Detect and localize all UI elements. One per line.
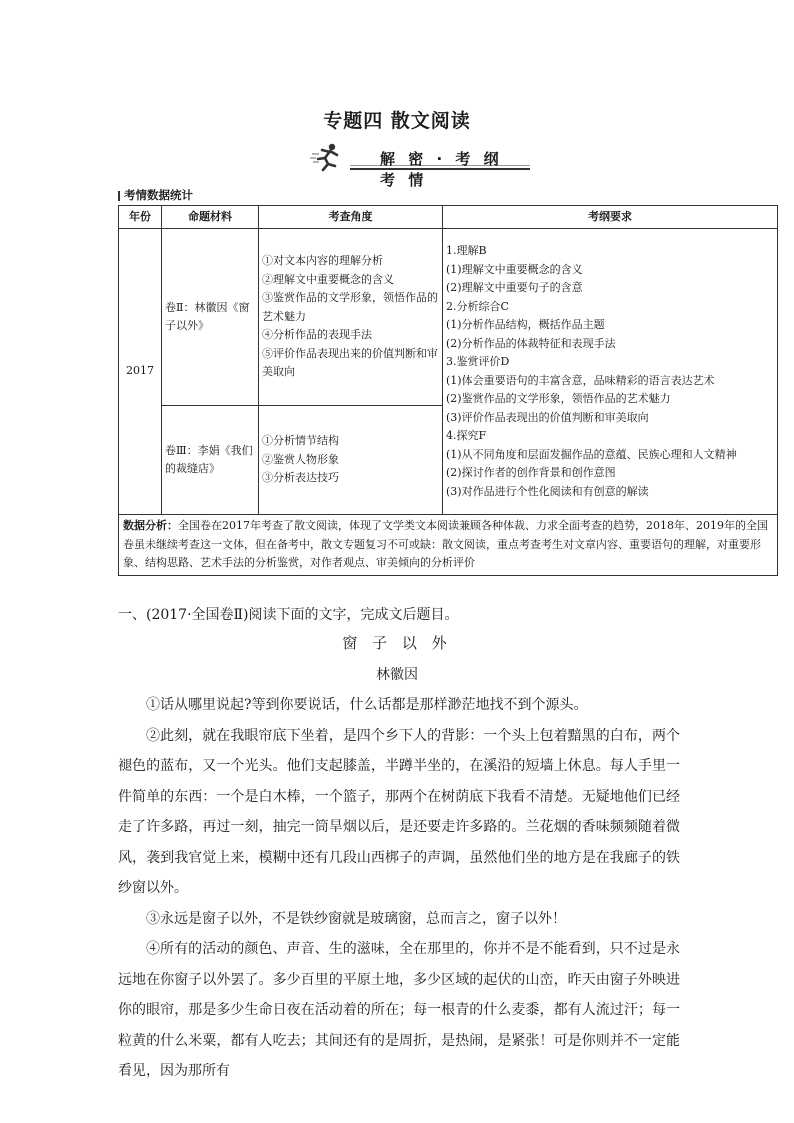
paragraph: ②此刻，就在我眼帘底下坐着，是四个乡下人的背影：一个头上包着黯黑的白布，两个褪色的蓝布，又一个光头。他们支起膝盖，半蹲半坐的，在溪沿的短墙上休息。每人手里一件简单的东西：一个是白木棒，一个篮子，那两个在树荫底下我看不清楚。无疑地他们已经走了许多路，再过一刻，抽完一筒旱烟以后，是还要走许多路的。兰花烟的香味频频随着微风，袭到我官觉上来，模糊中还有几段山西梆子的声调，虽然他们坐的地方是在我廊子的铁纱窗以外。 bbox=[118, 727, 680, 896]
requirement-line: (3)对作品进行个性化阅读和有创意的解读 bbox=[446, 484, 649, 498]
paragraph: ③永远是窗子以外，不是铁纱窗就是玻璃窗，总而言之，窗子以外！ bbox=[146, 910, 566, 927]
angle-line: ②鉴赏人物形象 bbox=[262, 452, 339, 466]
requirement-line: (1)分析作品结构，概括作品主题 bbox=[446, 318, 605, 331]
angle-line: ②理解文中重要概念的含义 bbox=[262, 272, 394, 286]
requirement-line: (1)从不同角度和层面发掘作品的意蕴、民族心理和人文精神 bbox=[446, 447, 737, 461]
requirement-line: (2)理解文中重要句子的含意 bbox=[446, 281, 583, 294]
angle-cell bbox=[259, 406, 443, 515]
passage-author: 林徽因 bbox=[376, 667, 418, 683]
section-label-text: 考情数据统计 bbox=[124, 188, 193, 202]
requirement-line: 2.分析综合C bbox=[446, 299, 509, 313]
angle-line: ③分析表达技巧 bbox=[262, 471, 339, 485]
exam-stats-table bbox=[118, 205, 778, 576]
banner-text: 解 密 · 考 纲 考 情 bbox=[380, 150, 503, 189]
angle-cell bbox=[259, 229, 443, 406]
analysis-label: 数据分析： bbox=[123, 519, 178, 532]
header-year: 年份 bbox=[119, 206, 162, 229]
page-title: 专题四 散文阅读 bbox=[323, 110, 471, 132]
header-requirement: 考纲要求 bbox=[443, 206, 778, 229]
section-label bbox=[118, 187, 193, 203]
angle-line: ③鉴赏作品的文学形象，领悟作品的艺术魅力 bbox=[262, 291, 438, 323]
passage-title: 窗 子 以 外 bbox=[342, 634, 452, 652]
requirement-line: 3.鉴赏评价D bbox=[446, 355, 510, 368]
paragraph: ①话从哪里说起?等到你要说话，什么话都是那样渺茫地找不到个源头。 bbox=[146, 697, 588, 713]
paragraph: ④所有的活动的颜色、声音、生的滋味，全在那里的，你并不是不能看到，只不过是永远地在你窗子以外罢了。多少百里的平原土地，多少区域的起伏的山峦，昨天由窗子外映进你的眼帘，那是多少生命日夜在活动着的所在；每一根青的什么麦黍，都有人流过汗；每一粒黄的什么米粟，都有人吃去；其间还有的是周折，是热闹，是紧张！可是你则并不一定能看见，因为那所有 bbox=[118, 941, 680, 1079]
requirement-line: 4.探究F bbox=[446, 429, 487, 442]
header-angle: 考查角度 bbox=[259, 206, 443, 229]
requirement-line: (2)鉴赏作品的文学形象，领悟作品的艺术魅力 bbox=[446, 392, 671, 405]
label-bar bbox=[118, 191, 120, 201]
requirement-line: 1.理解B bbox=[446, 244, 487, 257]
section-banner bbox=[310, 142, 530, 189]
angle-line: ①分析情节结构 bbox=[262, 434, 339, 448]
requirement-line: (2)探讨作者的创作背景和创作意图 bbox=[446, 466, 616, 479]
runner-icon bbox=[310, 142, 346, 172]
requirement-line: (1)理解文中重要概念的含义 bbox=[446, 262, 583, 276]
angle-line: ④分析作品的表现手法 bbox=[262, 328, 372, 342]
material-cell: 卷Ⅲ：李娟《我们的裁缝店》 bbox=[162, 406, 259, 515]
requirement-line: (2)分析作品的体裁特征和表现手法 bbox=[446, 336, 616, 350]
angle-line: ①对文本内容的理解分析 bbox=[262, 254, 383, 268]
analysis-text: 全国卷在2017年考查了散文阅读，体现了文学类文本阅读兼顾各种体裁、力求全面考查的趋势，2018年、2019年的全国卷虽未继续考查这一文体，但在备考中，散文专题复习不可或缺：散文阅读，重点考查考生对文章内容、重要语句的理解，对重要形象、结构思路、艺术手法的分析鉴赏，对作者观点、审美倾向的分析评价 bbox=[123, 519, 768, 569]
question-intro: 一、(2017·全国卷Ⅱ)阅读下面的文字，完成文后题目。 bbox=[118, 607, 459, 623]
header-material: 命题材料 bbox=[162, 206, 259, 229]
analysis-cell bbox=[119, 515, 778, 576]
requirements-cell bbox=[443, 229, 778, 515]
requirement-line: (3)评价作品表现出的价值判断和审美取向 bbox=[446, 410, 649, 424]
table-header-row bbox=[119, 206, 778, 229]
angle-line: ⑤评价作品表现出来的价值判断和审美取向 bbox=[262, 346, 438, 379]
analysis-row bbox=[119, 515, 778, 576]
passage-body bbox=[118, 690, 680, 1087]
year-cell: 2017 bbox=[119, 229, 162, 515]
requirement-line: (1)体会重要语句的丰富含意，品味精彩的语言表达艺术 bbox=[446, 373, 715, 387]
material-cell: 卷Ⅱ：林徽因《窗子以外》 bbox=[162, 229, 259, 406]
table-row bbox=[119, 229, 778, 406]
